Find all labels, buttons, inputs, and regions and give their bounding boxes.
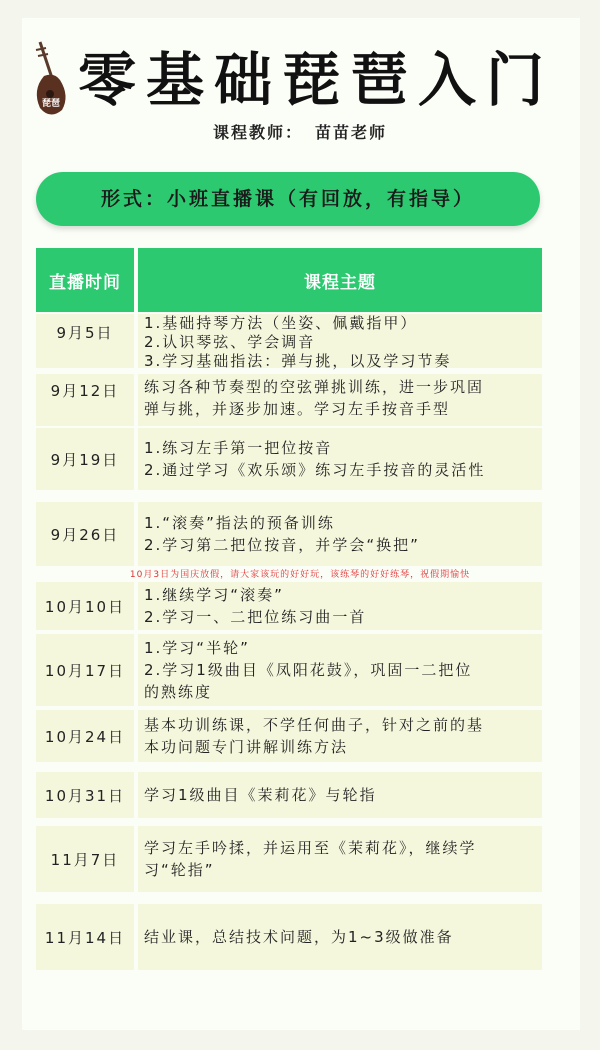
holiday-notice: 10月3日为国庆放假，请大家该玩的好好玩，该练琴的好好练琴，祝假期愉快 (129, 570, 471, 580)
teacher-line (0, 120, 600, 143)
topic-line: 学习左手吟揉，并运用至《茉莉花》，继续学 (144, 839, 477, 857)
topic-line: 习“轮指” (144, 861, 215, 879)
table-row (36, 710, 542, 762)
table-header (36, 248, 542, 312)
table-row (36, 374, 542, 426)
page-title: 零基础琵琶入门 (78, 46, 555, 114)
row-topic (138, 502, 542, 566)
row-topic (138, 582, 542, 630)
row-date: 9月26日 (36, 502, 134, 566)
header-topic: 课程主题 (138, 248, 542, 312)
table-row (36, 904, 542, 970)
table-row (36, 502, 542, 566)
topic-line: 2.学习1级曲目《凤阳花鼓》，巩固一二把位 (144, 661, 473, 679)
topic-line: 3.学习基础指法：弹与挑，以及学习节奏 (144, 352, 452, 370)
table-row (36, 772, 542, 818)
topic-line: 1.练习左手第一把位按音 (144, 439, 333, 457)
topic-line: 1.继续学习“滚奏” (144, 586, 284, 604)
row-topic (138, 634, 542, 706)
topic-line: 练习各种节奏型的空弦弹挑训练，进一步巩固 (144, 378, 485, 396)
row-topic (138, 314, 542, 368)
row-date: 11月7日 (36, 826, 134, 892)
topic-line: 1.学习“半轮” (144, 639, 250, 657)
table-row (36, 428, 542, 490)
topic-line: 的熟练度 (144, 683, 213, 701)
row-topic (138, 374, 542, 426)
row-topic (138, 710, 542, 762)
topic-line: 结业课，总结技术问题，为1~3级做准备 (144, 928, 454, 946)
topic-line: 2.认识琴弦、学会调音 (144, 333, 316, 351)
row-topic (138, 428, 542, 490)
topic-line: 学习1级曲目《茉莉花》与轮指 (144, 786, 377, 804)
row-date: 10月31日 (36, 772, 134, 818)
header-date: 直播时间 (36, 248, 134, 312)
teacher-name: 苗苗老师 (315, 123, 388, 142)
row-topic (138, 772, 542, 818)
table-row (36, 582, 542, 630)
topic-line: 2.学习一、二把位练习曲一首 (144, 608, 367, 626)
logo-text: 琵琶 (42, 99, 61, 109)
topic-line: 弹与挑，并逐步加速。学习左手按音手型 (144, 400, 451, 418)
table-row (36, 634, 542, 706)
row-date: 10月17日 (36, 634, 134, 706)
row-topic (138, 826, 542, 892)
teacher-label: 课程教师： (212, 123, 303, 142)
row-date: 10月10日 (36, 582, 134, 630)
format-banner: 形式：小班直播课（有回放，有指导） (36, 172, 540, 226)
row-date: 9月19日 (36, 428, 134, 490)
row-date: 10月24日 (36, 710, 134, 762)
topic-line: 1.基础持琴方法（坐姿、佩戴指甲） (144, 314, 418, 332)
topic-line: 1.“滚奏”指法的预备训练 (144, 514, 335, 532)
topic-line: 基本功训练课，不学任何曲子，针对之前的基 (144, 716, 485, 734)
row-date: 9月12日 (36, 374, 134, 426)
row-topic (138, 904, 542, 970)
topic-line: 本功问题专门讲解训练方法 (144, 738, 349, 756)
table-row (36, 826, 542, 892)
topic-line: 2.通过学习《欢乐颂》练习左手按音的灵活性 (144, 461, 486, 479)
pipa-logo (30, 40, 70, 120)
row-date: 11月14日 (36, 904, 134, 970)
topic-line: 2.学习第二把位按音，并学会“换把” (144, 536, 420, 554)
row-date: 9月5日 (36, 314, 134, 368)
table-row (36, 314, 542, 368)
